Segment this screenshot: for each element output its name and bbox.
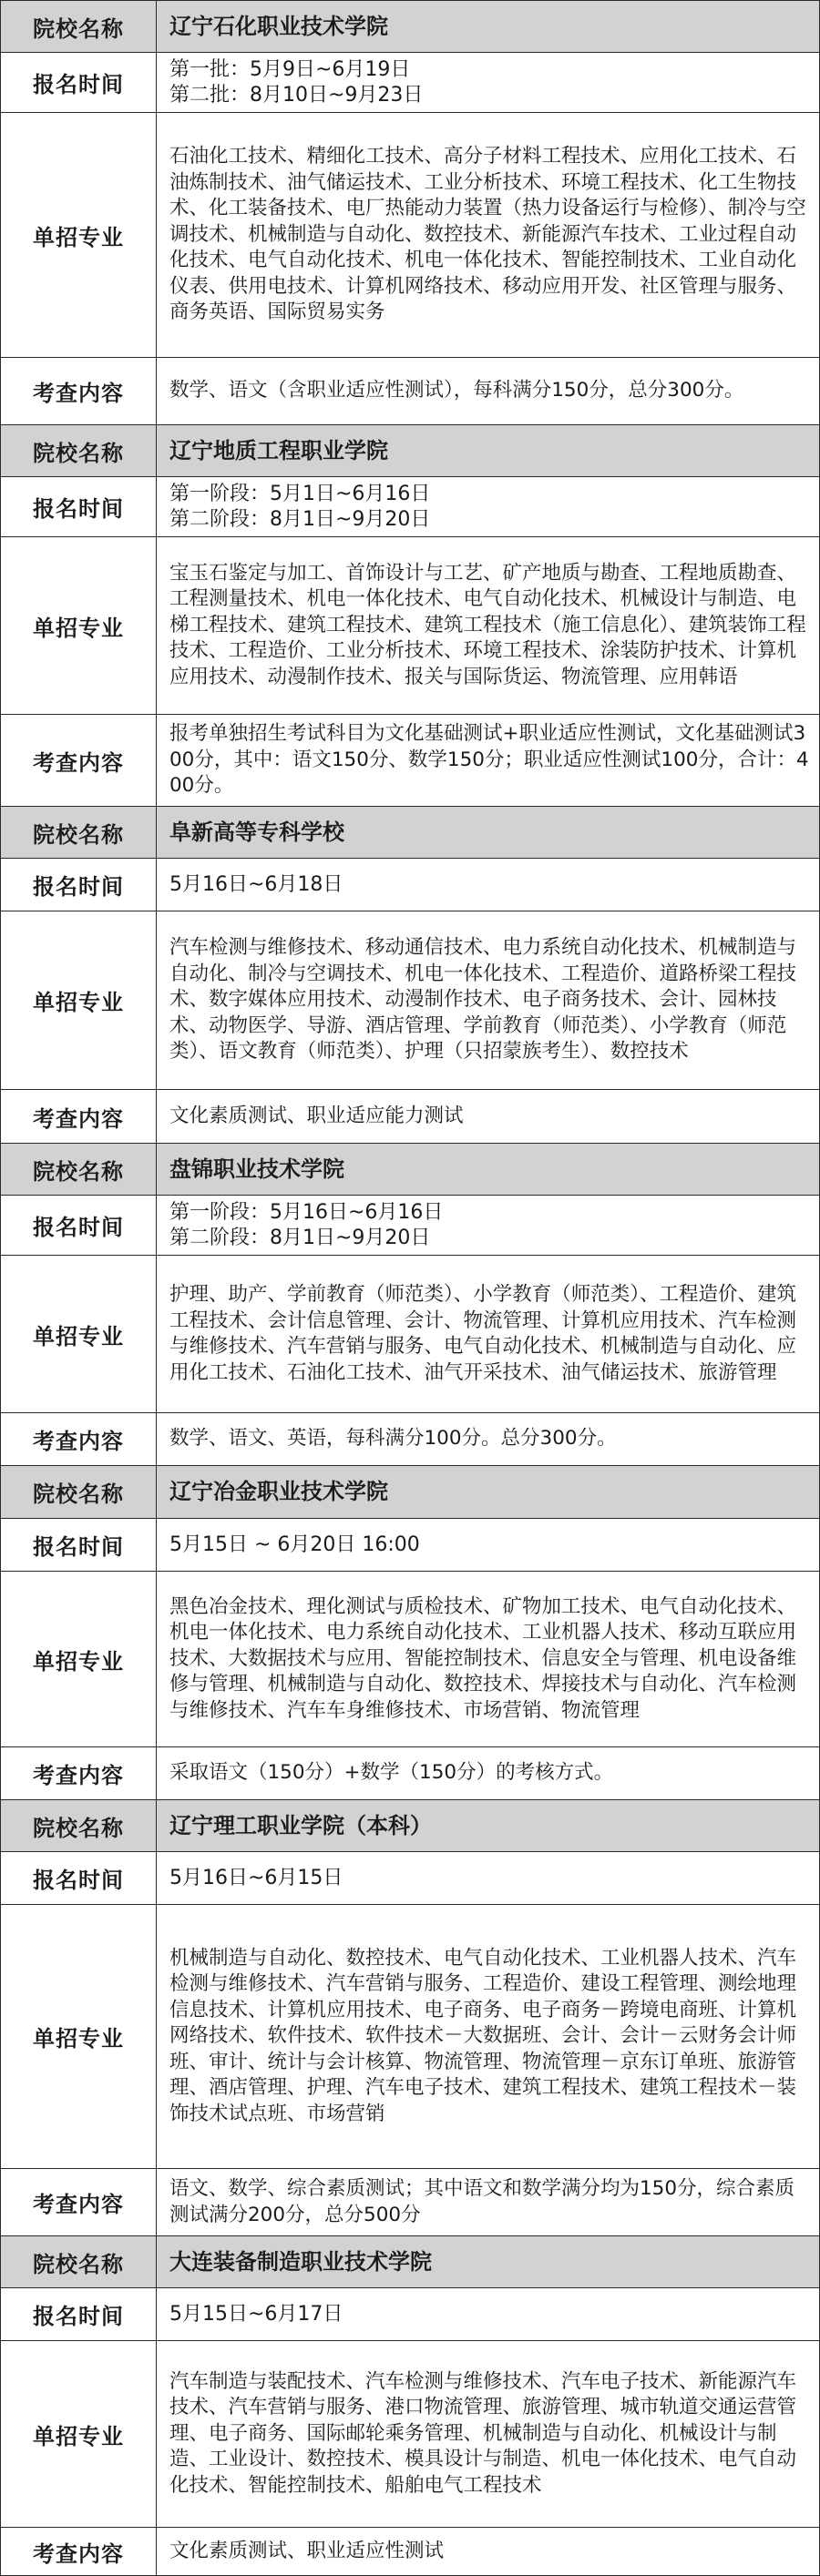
registration-time-label: 报名时间	[1, 1852, 157, 1904]
registration-time-label: 报名时间	[1, 1519, 157, 1571]
registration-time-line: 第一批：5月9日~6月19日	[169, 57, 411, 81]
registration-time-line: 第一阶段：5月1日~6月16日	[169, 482, 431, 505]
registration-time-label: 报名时间	[1, 2288, 157, 2340]
exam-content-row	[1, 1413, 819, 1466]
registration-time-row	[1, 1196, 819, 1256]
majors-row	[1, 1572, 819, 1747]
majors-list: 护理、助产、学前教育（师范类）、小学教育（师范类）、工程造价、建筑工程技术、会计信息管理、会计、物流管理、计算机应用技术、汽车检测与维修技术、汽车营销与服务、电气自动化技术、机械制造与自动化、应用化工技术、石油化工技术、油气开采技术、油气储运技术、旅游管理	[169, 1283, 797, 1384]
school-header-row	[1, 425, 819, 477]
registration-time-line: 第一阶段：5月16日~6月16日	[169, 1200, 444, 1224]
registration-time-line: 5月15日 ~ 6月20日 16:00	[169, 1532, 420, 1556]
exam-content-value: 数学、语文、英语，每科满分100分。总分300分。	[169, 1427, 617, 1451]
majors-row	[1, 1905, 819, 2169]
exam-content-label: 考查内容	[1, 1747, 157, 1799]
exam-content-label: 考查内容	[1, 1413, 157, 1465]
majors-list: 机械制造与自动化、数控技术、电气自动化技术、工业机器人技术、汽车检测与维修技术、汽车营销与服务、工程造价、建设工程管理、测绘地理信息技术、计算机应用技术、电子商务、电子商务－跨境电商班、计算机网络技术、软件技术、软件技术－大数据班、会计、会计－云财务会计师班、审计、统计与会计核算、物流管理、物流管理－京东订单班、旅游管理、酒店管理、护理、汽车电子技术、建筑工程技术、建筑工程技术－装饰技术试点班、市场营销	[169, 1946, 797, 2125]
exam-content-row	[1, 1090, 819, 1144]
exam-content-value: 采取语文（150分）+数学（150分）的考核方式。	[169, 1761, 614, 1785]
majors-row	[1, 2341, 819, 2528]
majors-label: 单招专业	[1, 2341, 157, 2527]
majors-label: 单招专业	[1, 537, 157, 714]
school-name: 辽宁理工职业学院（本科）	[169, 1812, 432, 1838]
majors-label: 单招专业	[1, 113, 157, 357]
exam-content-row	[1, 715, 819, 807]
registration-time-row	[1, 53, 819, 113]
school-name-label: 院校名称	[1, 1466, 157, 1518]
registration-time-line: 5月15日~6月17日	[169, 2302, 343, 2326]
exam-content-value: 报考单独招生考试科目为文化基础测试+职业适应性测试，文化基础测试300分，其中：语文150分、数学150分；职业适应性测试100分，合计：400分。	[169, 722, 809, 798]
majors-row	[1, 537, 819, 715]
school-name-label: 院校名称	[1, 807, 157, 858]
school-name-label: 院校名称	[1, 1144, 157, 1195]
school-name: 辽宁地质工程职业学院	[169, 437, 388, 463]
exam-content-value: 文化素质测试、职业适应性测试	[169, 2539, 445, 2562]
registration-time-value	[157, 53, 819, 112]
registration-time-row	[1, 1519, 819, 1572]
registration-time-row	[1, 2288, 819, 2341]
exam-content-row	[1, 2528, 819, 2575]
exam-content-label: 考查内容	[1, 1090, 157, 1143]
majors-label: 单招专业	[1, 1256, 157, 1412]
school-name-label: 院校名称	[1, 2236, 157, 2287]
majors-label: 单招专业	[1, 1905, 157, 2168]
school-name-label: 院校名称	[1, 425, 157, 476]
registration-time-line: 第二批：8月10日~9月23日	[169, 83, 424, 107]
school-header-row	[1, 1466, 819, 1519]
registration-time-row	[1, 859, 819, 911]
registration-time-row	[1, 477, 819, 537]
school-name: 阜新高等专科学校	[169, 819, 344, 845]
exam-content-label: 考查内容	[1, 2528, 157, 2575]
school-header-row	[1, 1800, 819, 1852]
exam-content-row	[1, 1747, 819, 1800]
majors-list: 汽车制造与装配技术、汽车检测与维修技术、汽车电子技术、新能源汽车技术、汽车营销与服务、港口物流管理、旅游管理、城市轨道交通运营管理、电子商务、国际邮轮乘务管理、机械制造与自动化、机械设计与制造、工业设计、数控技术、模具设计与制造、机电一体化技术、电气自动化技术、智能控制技术、船舶电气工程技术	[169, 2369, 797, 2497]
school-name: 辽宁石化职业技术学院	[169, 13, 388, 39]
registration-time-label: 报名时间	[1, 859, 157, 911]
school-name: 大连装备制造职业技术学院	[169, 2248, 432, 2275]
registration-time-value	[157, 2288, 819, 2340]
registration-time-value	[157, 1519, 819, 1571]
exam-content-value: 数学、语文（含职业适应性测试），每科满分150分，总分300分。	[169, 379, 744, 402]
school-name-label: 院校名称	[1, 1, 157, 52]
exam-content-label: 考查内容	[1, 715, 157, 806]
school-name: 辽宁冶金职业技术学院	[169, 1479, 388, 1505]
registration-time-label: 报名时间	[1, 1196, 157, 1255]
majors-list: 黑色冶金技术、理化测试与质检技术、矿物加工技术、电气自动化技术、机电一体化技术、电力系统自动化技术、工业机器人技术、移动互联应用技术、大数据技术与应用、智能控制技术、信息安全与管理、机电设备维修与管理、机械制造与自动化、数控技术、焊接技术与自动化、汽车检测与维修技术、汽车车身维修技术、市场营销、物流管理	[169, 1594, 797, 1722]
exam-content-label: 考查内容	[1, 358, 157, 424]
registration-time-line: 5月16日~6月15日	[169, 1866, 343, 1889]
majors-label: 单招专业	[1, 1572, 157, 1746]
registration-time-label: 报名时间	[1, 53, 157, 112]
majors-list: 石油化工技术、精细化工技术、高分子材料工程技术、应用化工技术、石油炼制技术、油气储运技术、工业分析技术、环境工程技术、化工生物技术、化工装备技术、电厂热能动力装置（热力设备运行与检修）、制冷与空调技术、机械制造与自动化、数控技术、新能源汽车技术、工业过程自动化技术、电气自动化技术、机电一体化技术、智能控制技术、工业自动化仪表、供用电技术、计算机网络技术、移动应用开发、社区管理与服务、商务英语、国际贸易实务	[169, 145, 806, 324]
registration-time-line: 5月16日~6月18日	[169, 872, 343, 896]
exam-content-value: 文化素质测试、职业适应能力测试	[169, 1104, 464, 1127]
registration-time-value	[157, 1852, 819, 1904]
exam-content-row	[1, 2169, 819, 2236]
majors-list: 汽车检测与维修技术、移动通信技术、电力系统自动化技术、机械制造与自动化、制冷与空调技术、机电一体化技术、工程造价、道路桥梁工程技术、数字媒体应用技术、动漫制作技术、电子商务技术、会计、园林技术、动物医学、导游、酒店管理、学前教育（师范类）、小学教育（师范类）、语文教育（师范类）、护理（只招蒙族考生）、数控技术	[169, 936, 797, 1064]
school-header-row	[1, 2236, 819, 2288]
registration-time-line: 第二阶段：8月1日~9月20日	[169, 507, 431, 531]
registration-time-row	[1, 1852, 819, 1905]
majors-list: 宝玉石鉴定与加工、首饰设计与工艺、矿产地质与勘查、工程地质勘查、工程测量技术、机电一体化技术、电气自动化技术、机械设计与制造、电梯工程技术、建筑工程技术、建筑工程技术（施工信息化）、建筑装饰工程技术、工程造价、工业分析技术、环境工程技术、涂装防护技术、计算机应用技术、动漫制作技术、报关与国际货运、物流管理、应用韩语	[169, 561, 806, 688]
registration-time-value	[157, 1196, 819, 1255]
school-header-row	[1, 1144, 819, 1196]
registration-time-value	[157, 859, 819, 911]
majors-label: 单招专业	[1, 911, 157, 1089]
majors-row	[1, 911, 819, 1090]
registration-time-value	[157, 477, 819, 536]
majors-row	[1, 113, 819, 358]
majors-row	[1, 1256, 819, 1413]
registration-time-label: 报名时间	[1, 477, 157, 536]
school-name-label: 院校名称	[1, 1800, 157, 1851]
school-header-row	[1, 1, 819, 53]
exam-content-row	[1, 358, 819, 425]
exam-content-value: 语文、数学、综合素质测试；其中语文和数学满分均为150分，综合素质测试满分200分，总分500分	[169, 2177, 795, 2226]
registration-time-line: 第二阶段：8月1日~9月20日	[169, 1226, 431, 1249]
school-name: 盘锦职业技术学院	[169, 1156, 344, 1182]
exam-content-label: 考查内容	[1, 2169, 157, 2235]
school-header-row	[1, 807, 819, 859]
